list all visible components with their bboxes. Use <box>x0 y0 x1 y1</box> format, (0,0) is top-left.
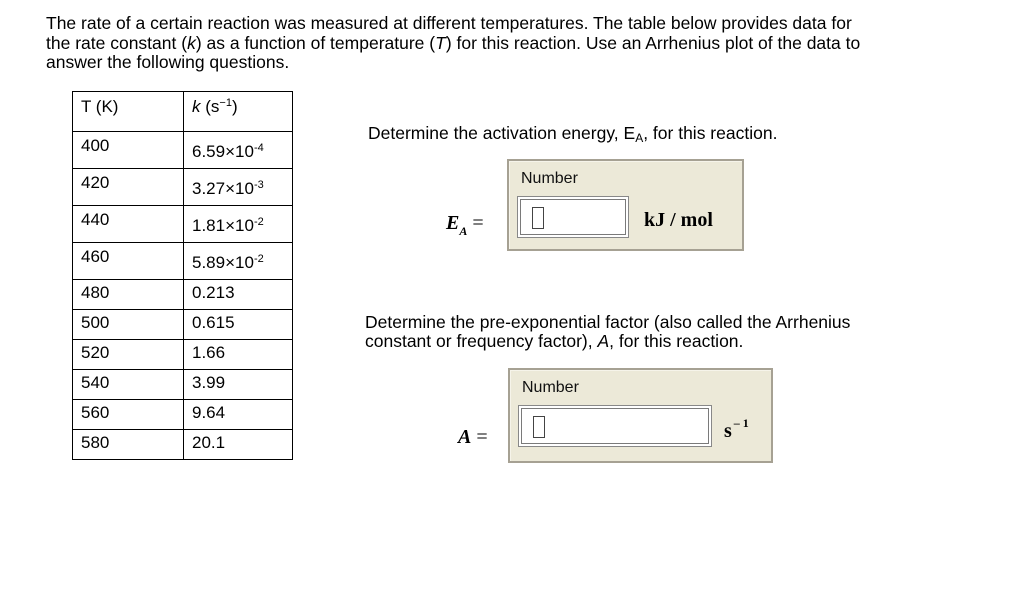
temperature-cell: 540 <box>73 370 184 400</box>
header-temperature <box>73 92 184 132</box>
q2-line-2b: , for this reaction. <box>609 331 744 351</box>
rate-constant-exponent: -2 <box>253 216 264 228</box>
intro-line-2a: the rate constant ( <box>46 32 188 53</box>
table-row <box>73 370 293 400</box>
ea-input-wrapper <box>517 196 629 238</box>
rate-constant-mantissa: 3.27×10 <box>192 179 254 198</box>
temperature-cell: 500 <box>73 310 184 340</box>
ea-unit: kJ / mol <box>644 209 713 231</box>
a-unit <box>724 416 749 443</box>
a-equals: = <box>471 426 488 448</box>
rate-constant-cell <box>184 169 293 206</box>
rate-constant-mantissa: 6.59×10 <box>192 142 254 161</box>
q1-text-b: , for this reaction. <box>643 123 778 143</box>
header-k-exponent: −1 <box>219 97 232 109</box>
table-row <box>73 340 293 370</box>
intro-line-1: The rate of a certain reaction was measured at different temperatures. The table below provides data for <box>46 13 852 33</box>
temperature-cell: 560 <box>73 400 184 430</box>
temperature-cell: 580 <box>73 430 184 460</box>
a-unit-exponent: – 1 <box>733 416 749 430</box>
ea-subscript: A <box>459 224 468 238</box>
header-rate-constant <box>184 92 293 132</box>
intro-t-symbol: T <box>435 32 446 53</box>
ea-number-input[interactable] <box>520 199 626 235</box>
table-header-row <box>73 92 293 132</box>
rate-constant-cell: 0.615 <box>184 310 293 340</box>
temperature-cell: 480 <box>73 280 184 310</box>
q2-line-1: Determine the pre-exponential factor (also called the Arrhenius <box>365 312 851 332</box>
a-number-label: Number <box>522 379 579 396</box>
rate-constant-cell <box>184 132 293 169</box>
rate-constant-cell: 0.213 <box>184 280 293 310</box>
problem-statement <box>46 14 996 73</box>
table-row <box>73 132 293 169</box>
rate-constant-mantissa: 5.89×10 <box>192 253 254 272</box>
rate-constant-cell: 3.99 <box>184 370 293 400</box>
ea-answer-box <box>507 159 744 251</box>
rate-constant-exponent: -2 <box>253 253 264 265</box>
temperature-cell: 440 <box>73 206 184 243</box>
rate-constant-cell: 9.64 <box>184 400 293 430</box>
a-unit-base: s <box>724 420 732 442</box>
rate-constant-cell: 1.66 <box>184 340 293 370</box>
q2-a-symbol: A <box>597 331 610 351</box>
intro-line-2c: ) for this reaction. Use an Arrhenius plot of the data to <box>445 32 861 53</box>
ea-symbol: E <box>446 212 460 234</box>
temperature-cell: 460 <box>73 243 184 280</box>
header-k-close: ) <box>231 97 238 116</box>
a-variable-label <box>458 426 488 449</box>
ea-variable-label <box>446 212 484 238</box>
question-activation-energy <box>368 124 777 145</box>
a-input-wrapper <box>518 405 712 447</box>
temperature-cell: 520 <box>73 340 184 370</box>
question-pre-exponential <box>365 313 850 351</box>
table-row <box>73 280 293 310</box>
header-temperature-label: T (K) <box>81 97 119 116</box>
ea-number-label: Number <box>521 170 578 187</box>
table-row <box>73 169 293 206</box>
intro-line-2b: ) as a function of temperature ( <box>195 32 436 53</box>
temperature-cell: 420 <box>73 169 184 206</box>
table-row <box>73 206 293 243</box>
intro-k-symbol: k <box>187 32 196 53</box>
rate-constant-exponent: -4 <box>253 142 264 154</box>
rate-data-table <box>72 91 293 460</box>
q1-text-a: Determine the activation energy, E <box>368 123 636 143</box>
q1-text-sub: A <box>635 131 644 145</box>
a-answer-box <box>508 368 773 463</box>
table-row <box>73 400 293 430</box>
table-row <box>73 430 293 460</box>
rate-constant-exponent: -3 <box>253 179 264 191</box>
a-number-input[interactable] <box>521 408 709 444</box>
table-row <box>73 243 293 280</box>
table-row <box>73 310 293 340</box>
header-k-unit: (s <box>200 97 220 116</box>
q2-line-2a: constant or frequency factor), <box>365 331 598 351</box>
temperature-cell: 400 <box>73 132 184 169</box>
a-symbol: A <box>458 426 472 448</box>
header-k-symbol: k <box>192 97 201 116</box>
rate-constant-cell <box>184 243 293 280</box>
ea-equals: = <box>467 212 484 234</box>
rate-constant-cell: 20.1 <box>184 430 293 460</box>
rate-constant-cell <box>184 206 293 243</box>
intro-line-3: answer the following questions. <box>46 52 290 72</box>
rate-constant-mantissa: 1.81×10 <box>192 216 254 235</box>
